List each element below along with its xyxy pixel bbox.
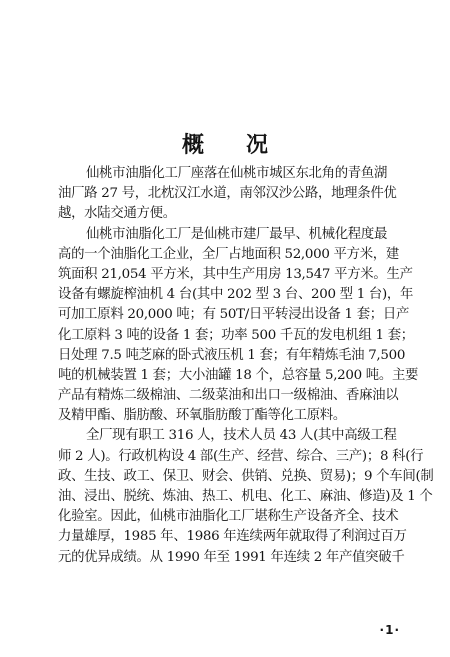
text-line: 越，水陆交通方便。 (58, 206, 176, 222)
text-line: 仙桃市油脂化工厂是仙桃市建厂最早、机械化程度最 (86, 226, 388, 242)
text-line: 化工原料 3 吨的设备 1 套；功率 500 千瓦的发电机组 1 套； (58, 327, 414, 343)
paragraph-location (58, 164, 414, 225)
text-line: 师 2 人)。行政机构设 4 部(生产、经营、综合、三产)；8 科(行 (58, 448, 424, 464)
page-number: ·1· (379, 623, 400, 637)
text-line: 化验室。因此，仙桃市油脂化工厂堪称生产设备齐全、技术 (58, 509, 399, 525)
text-line: 吨的机械装置 1 套；大小油罐 18 个，总容量 5,200 吨。主要 (58, 367, 419, 383)
text-line: 日处理 7.5 吨芝麻的卧式液压机 1 套；有年精炼毛油 7,500 (58, 347, 406, 363)
page-title (0, 128, 450, 159)
paragraph-staff (58, 426, 434, 567)
text-line: 筑面积 21,054 平方米，其中生产用房 13,547 平方米。生产 (58, 266, 413, 282)
text-line: 政、生技、政工、保卫、财会、供销、兑换、贸易)；9 个车间(制 (58, 468, 434, 484)
text-line: 全厂现有职工 316 人，技术人员 43 人(其中高级工程 (86, 428, 397, 444)
text-line: 力量雄厚，1985 年、1986 年连续两年就取得了利润过百万 (58, 529, 407, 545)
title-char-1: 概 (181, 133, 204, 158)
title-char-2: 况 (246, 133, 269, 158)
text-line: 产品有精炼二级棉油、二级菜油和出口一级棉油、香麻油以 (58, 388, 399, 404)
text-line: 高的一个油脂化工企业，全厂占地面积 52,000 平方米，建 (58, 246, 399, 262)
text-line: 元的优异成绩。从 1990 年至 1991 年连续 2 年产值突破千 (58, 549, 405, 565)
body-text (58, 164, 434, 568)
text-line: 油、浸出、脱统、炼油、热工、机电、化工、麻油、修造)及 1 个 (58, 489, 433, 504)
text-line: 仙桃市油脂化工厂座落在仙桃市城区东北角的青鱼湖 (86, 166, 388, 181)
text-line: 及精甲酯、脂肪酸、环氧脂肪酸丁酯等化工原料。 (58, 408, 346, 424)
text-line: 可加工原料 20,000 吨；有 50T/日平转浸出设备 1 套；日产 (58, 307, 410, 323)
text-line: 油厂路 27 号，北枕汉江水道，南邻汉沙公路，地理条件优 (58, 186, 397, 202)
paragraph-facilities (58, 225, 419, 427)
text-line: 设备有螺旋榨油机 4 台(其中 202 型 3 台、200 型 1 台)，年 (58, 287, 414, 303)
